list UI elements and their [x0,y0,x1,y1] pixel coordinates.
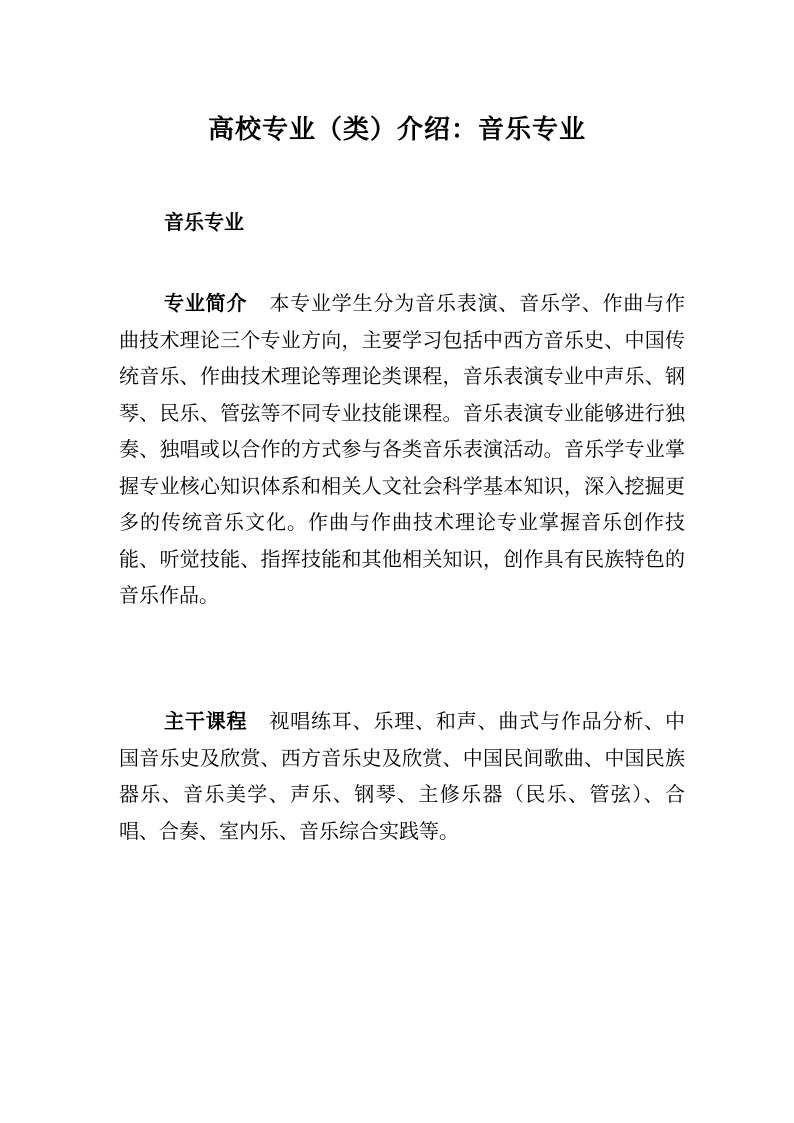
core-courses-paragraph [119,703,685,849]
intro-label: 专业简介 [164,291,248,315]
core-courses-text: 视唱练耳、乐理、和声、曲式与作品分析、中国音乐史及欣赏、西方音乐史及欣赏、中国民间歌曲、中国民族器乐、音乐美学、声乐、钢琴、主修乐器（民乐、管弦）、合唱、合奏、室内乐、音乐综合实践等。 [119,709,686,843]
intro-text: 本专业学生分为音乐表演、音乐学、作曲与作曲技术理论三个专业方向，主要学习包括中西方音乐史、中国传统音乐、作曲技术理论等理论类课程，音乐表演专业中声乐、钢琴、民乐、管弦等不同专业技能课程。音乐表演专业能够进行独奏、独唱或以合作的方式参与各类音乐表演活动。音乐学专业掌握专业核心知识体系和相关人文社会科学基本知识，深入挖掘更多的传统音乐文化。作曲与作曲技术理论专业掌握音乐创作技能、听觉技能、指挥技能和其他相关知识，创作具有民族特色的音乐作品。 [119,291,686,607]
major-name-heading: 音乐专业 [164,210,244,234]
page-title: 高校专业（类）介绍：音乐专业 [207,115,586,145]
intro-paragraph [119,285,685,614]
core-courses-label: 主干课程 [164,709,248,733]
